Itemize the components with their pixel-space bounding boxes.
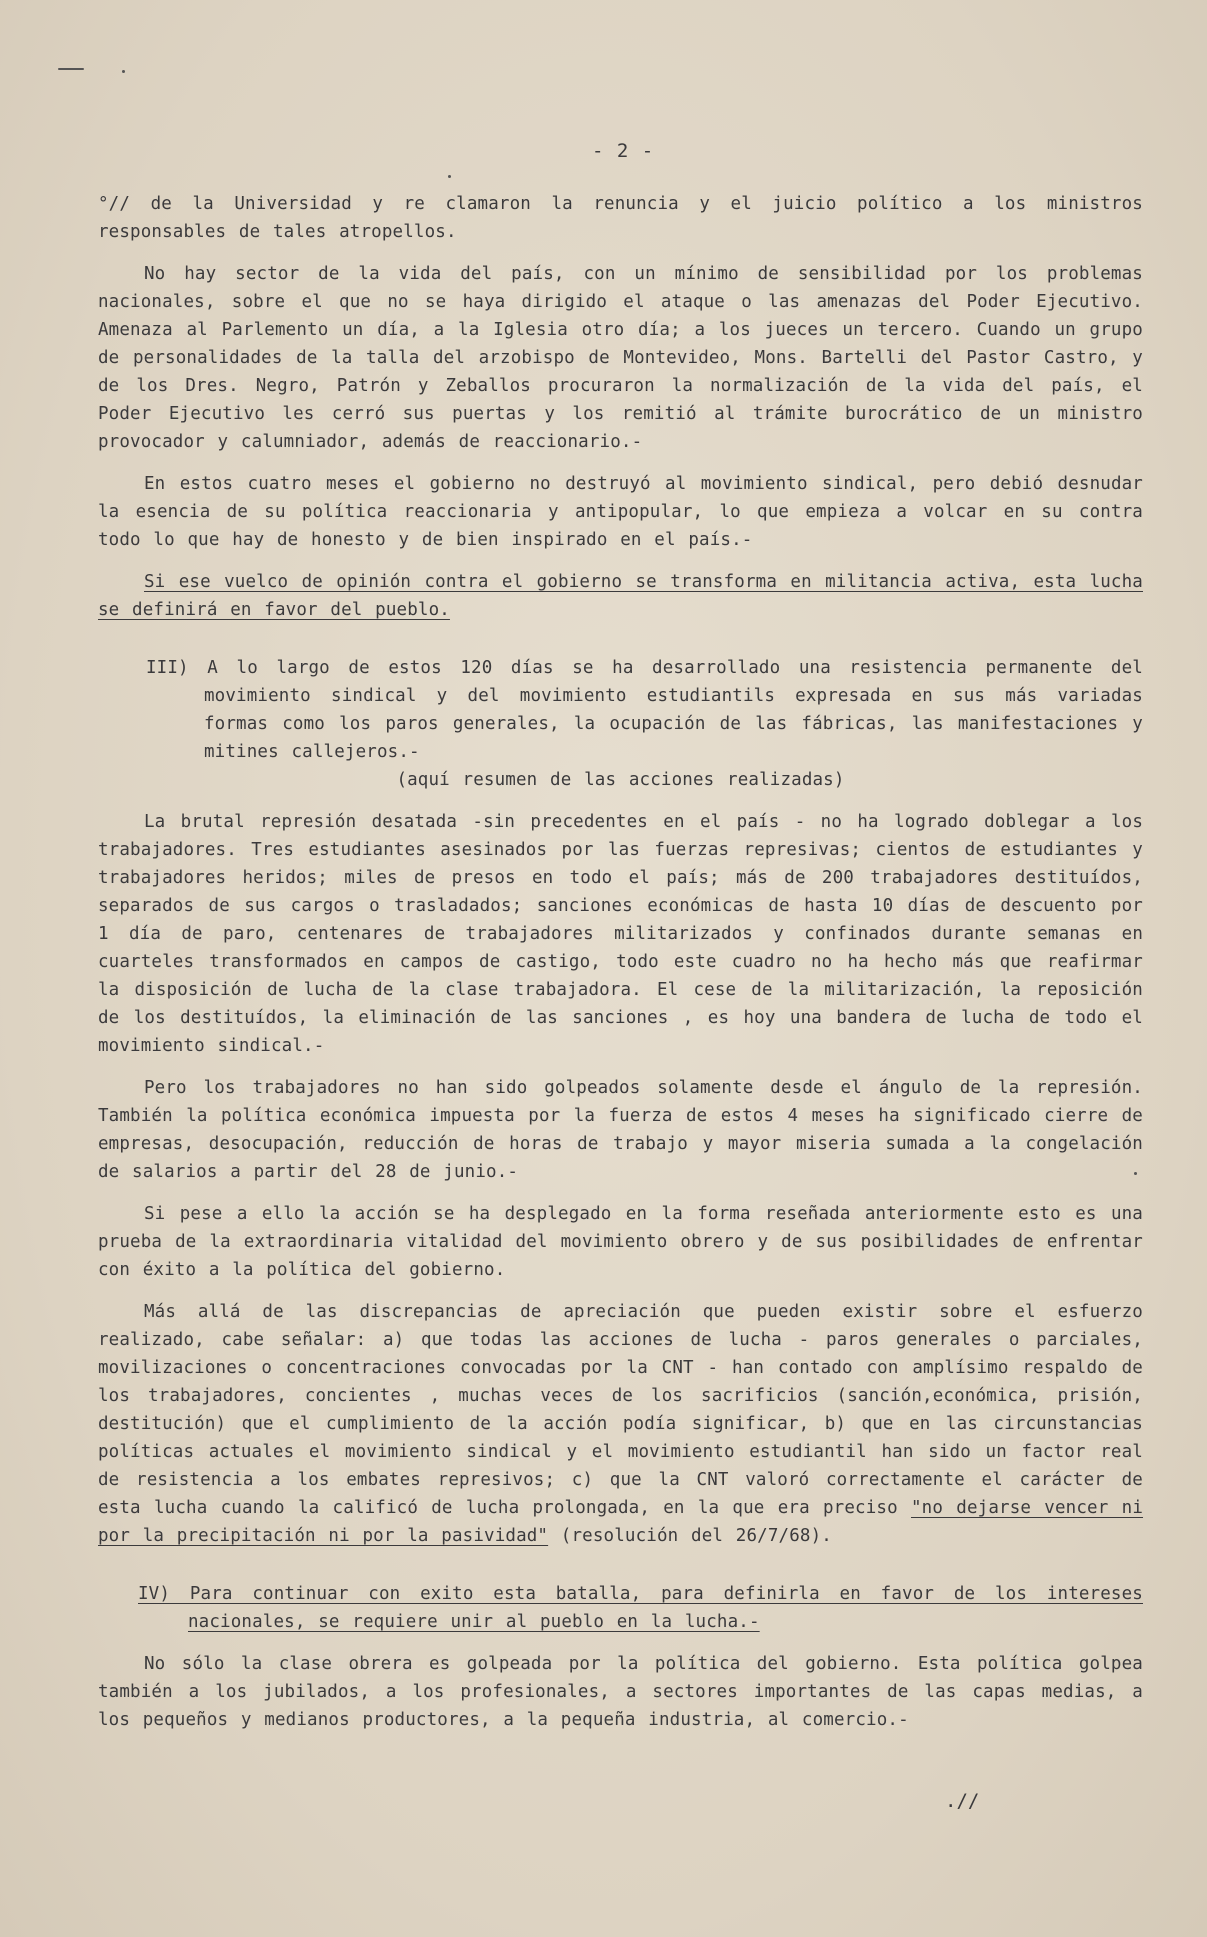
continuation-mark: .// <box>945 1790 980 1812</box>
paragraph: No sólo la clase obrera es golpeada por la política del gobierno. Esta política golpea también a los jubilados, a los profesionales, a sectores importantes de las capas medias, a los pequeños y medianos productores, a la pequeña industria, al comercio.- <box>98 1654 1143 1730</box>
page-number: - 2 - <box>592 140 655 162</box>
paragraph <box>98 1298 1143 1550</box>
paragraph: No hay sector de la vida del país, con un mínimo de sensibilidad por los problemas nacionales, sobre el que no se haya dirigido el ataque o las amenazas del Poder Ejecutivo. Amenaza al Parlemento un día, a la Iglesia otro día; a los jueces un tercero. Cuando un grupo de personalidades de la talla del arzobispo de Montevideo, Mons. Bartelli del Pastor Castro, y de los Dres. Negro, Patrón y Zeballos procuraron la normalización de la vida del país, el Poder Ejecutivo les cerró sus puertas y los remitió al trámite burocrático de un ministro provocador y calumniador, además de reaccionario.- <box>98 264 1143 452</box>
paragraph: La brutal represión desatada -sin precedentes en el país - no ha logrado doblegar a los trabajadores. Tres estudiantes asesinados por las fuerzas represivas; cientos de estudiantes y trabajadores heridos; miles de presos en todo el país; más de 200 trabajadores destituídos, separados de sus cargos o trasladados; sanciones económicas de hasta 10 días de descuento por 1 día de paro, centenares de trabajadores militarizados y confinados durante semanas en cuarteles transformados en campos de castigo, todo este cuadro no ha hecho más que reafirmar la disposición de lucha de la clase trabajadora. El cese de la militarización, la reposición de los destituídos, la eliminación de las sanciones , es hoy una bandera de lucha de todo el movimiento sindical.- <box>98 812 1143 1056</box>
paragraph-text: Más allá de las discrepancias de apreciación que pueden existir sobre el esfuerzo realizado, cabe señalar: a) que todas las acciones de lucha - paros generales o parciales, movilizaciones o concentraciones convocadas por la CNT - han contado con amplísimo respaldo de los trabajadores, concientes , muchas veces de los sacrificios (sanción,económica, prisión, destitución) que el cumplimiento de la acción podía significar, b) que en las circunstancias políticas actuales el movimiento sindical y el movimiento estudiantil han sido un factor real de resistencia a los embates represivos; c) que la CNT valoró correctamente el carácter de esta lucha cuando la calificó de lucha prolongada, en la que era preciso <box>98 1302 1143 1518</box>
paragraph: En estos cuatro meses el gobierno no destruyó al movimiento sindical, pero debió desnudar la esencia de su política reaccionaria y antipopular, lo que empieza a volcar en su contra todo lo que hay de honesto y de bien inspirado en el país.- <box>98 474 1143 550</box>
bracketed-note: (aquí resumen de las acciones realizadas) <box>396 770 845 790</box>
ink-speck <box>448 175 451 178</box>
paragraph: Pero los trabajadores no han sido golpeados solamente desde el ángulo de la represión. También la política económica impuesta por la fuerza de estos 4 meses ha significado cierre de empresas, desocupación, reducción de horas de trabajo y mayor miseria sumada a la congelación de salarios a partir del 28 de junio.- <box>98 1078 1143 1182</box>
document-body <box>98 190 1143 1748</box>
paragraph: Si pese a ello la acción se ha desplegado en la forma reseñada anteriormente esto es una prueba de la extraordinaria vitalidad del movimiento obrero y de sus posibilidades de enfrentar con éxito a la política del gobierno. <box>98 1204 1143 1280</box>
paragraph: °// de la Universidad y re clamaron la renuncia y el juicio político a los ministros responsables de tales atropellos. <box>98 194 1143 242</box>
ink-speck <box>58 68 84 70</box>
paragraph-text: (resolución del 26/7/68). <box>548 1526 832 1546</box>
underlined-quote: "no dejarse vencer ni por la precipitación ni por la pasividad" <box>98 1498 1144 1546</box>
section-iv-paragraph: IV) Para continuar con exito esta batalla, para definirla en favor de los intereses nacionales, se requiere unir al pueblo en la lucha.- <box>138 1584 1143 1632</box>
ink-speck <box>122 70 125 73</box>
underlined-paragraph: Si ese vuelco de opinión contra el gobierno se transforma en militancia activa, esta lucha se definirá en favor del pueblo. <box>98 572 1143 620</box>
section-iii-paragraph: III) A lo largo de estos 120 días se ha desarrollado una resistencia permanente del movimiento sindical y del movimiento estudiantils expresada en sus más variadas formas como los paros generales, la ocupación de las fábricas, las manifestaciones y mitines callejeros.- <box>146 658 1143 762</box>
